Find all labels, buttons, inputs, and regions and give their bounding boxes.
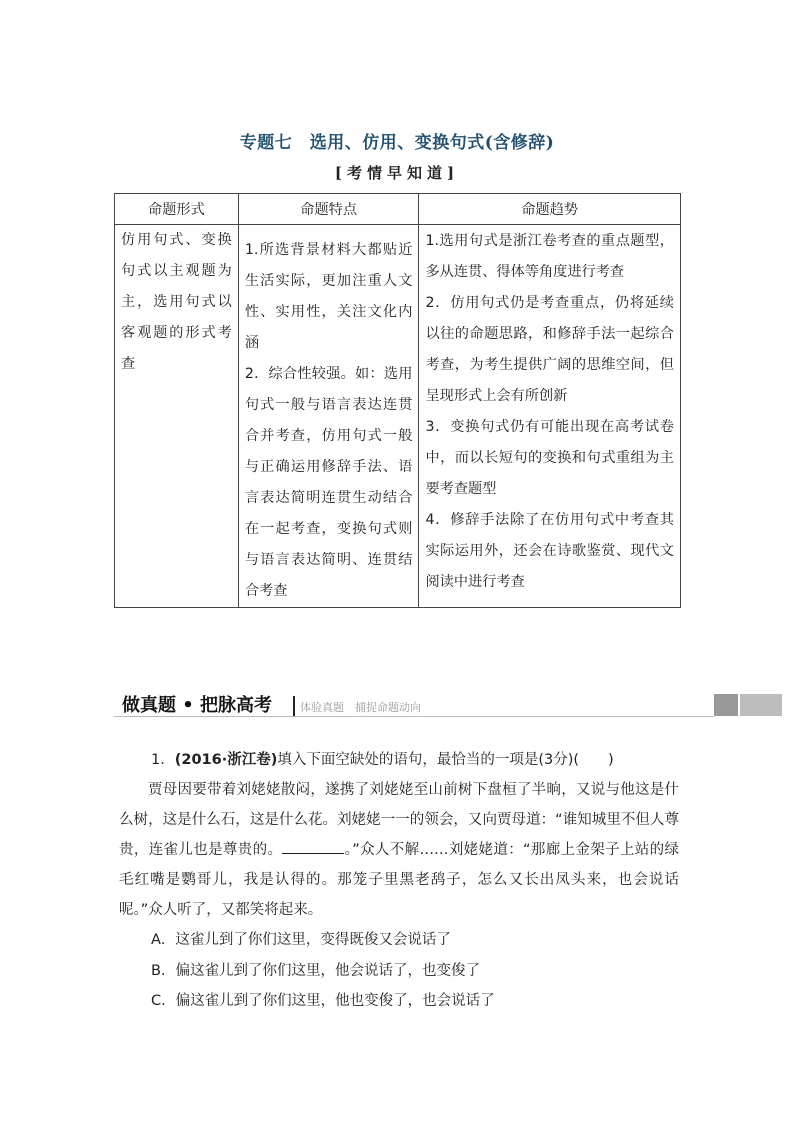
question-prompt bbox=[119, 745, 679, 775]
option-a: A．这雀儿到了你们这里，变得既俊又会说话了 bbox=[151, 932, 451, 948]
trends-cell bbox=[419, 225, 681, 608]
exam-info-table bbox=[114, 193, 681, 608]
section-tagline: 体验真题 捕捉命题动向 bbox=[300, 701, 421, 714]
trend-item: 3．变换句式仍有可能出现在高考试卷中，而以长短句的变换和句式重组为主要考查题型 bbox=[425, 419, 674, 497]
header-trends: 命题趋势 bbox=[419, 194, 681, 225]
question-text: 填入下面空缺处的语句，最恰当的一项是(3分)( ) bbox=[277, 752, 614, 768]
trend-item: 4．修辞手法除了在仿用句式中考查其实际运用外，还会在诗歌鉴赏、现代文阅读中进行考查 bbox=[425, 512, 674, 590]
features-cell bbox=[238, 225, 419, 608]
banner-divider bbox=[293, 696, 295, 716]
passage-before: 贾母因要带着刘姥姥散闷，遂携了刘姥姥至山前树下盘桓了半晌，又说与他这是什么树，这是什么石，这是什么花。刘姥姥一一的领会，又向贾母道：“谁知城里不但人尊贵，连雀儿也是尊贵的。 bbox=[119, 782, 679, 858]
form-text: 仿用句式、变换句式以主观题为主，选用句式以客观题的形式考查 bbox=[121, 232, 232, 372]
answer-blank bbox=[282, 839, 344, 854]
passage-after: 。”众人不解……刘姥姥道：“那廊上金架子上站的绿毛红嘴是鹦哥儿，我是认得的。那笼子里黑老鸹子，怎么又长出凤头来，也会说话呢。”众人听了，又都笑将起来。 bbox=[119, 842, 679, 918]
question-passage bbox=[119, 775, 679, 925]
header-features: 命题特点 bbox=[238, 194, 419, 225]
header-form: 命题形式 bbox=[115, 194, 239, 225]
feature-item: 1.所选背景材料大都贴近生活实际，更加注重人文性、实用性，关注文化内涵 bbox=[244, 242, 413, 351]
question-number: 1． bbox=[151, 752, 175, 768]
banner-rule bbox=[114, 716, 714, 717]
section-title: 做真题 • 把脉高考 bbox=[122, 695, 273, 716]
banner-block-light bbox=[740, 694, 782, 716]
section-subtitle: [考情早知道] bbox=[334, 164, 460, 182]
table-header-row bbox=[115, 194, 681, 225]
option-c: C．偏这雀儿到了你们这里，他也变俊了，也会说话了 bbox=[151, 993, 495, 1009]
feature-item: 2．综合性较强。如：选用句式一般与语言表达连贯合并考查，仿用句式一般与正确运用修辞手法、语言表达简明连贯生动结合在一起考查，变换句式则与语言表达简明、连贯结合考查 bbox=[244, 366, 413, 599]
table-row bbox=[115, 225, 681, 608]
option-b: B．偏这雀儿到了你们这里，他会说话了，也变俊了 bbox=[151, 962, 480, 979]
page-title: 专题七 选用、仿用、变换句式(含修辞) bbox=[239, 133, 555, 153]
form-cell bbox=[115, 225, 239, 608]
section-banner bbox=[114, 688, 782, 720]
banner-block-dark bbox=[714, 694, 738, 716]
question-source: (2016·浙江卷) bbox=[174, 752, 278, 768]
trend-item: 2．仿用句式仍是考查重点，仍将延续以往的命题思路，和修辞手法一起综合考查，为考生提供广阔的思维空间，但呈现形式上会有所创新 bbox=[425, 295, 674, 404]
trend-item: 1.选用句式是浙江卷考查的重点题型，多从连贯、得体等角度进行考查 bbox=[425, 233, 674, 280]
question-1 bbox=[119, 745, 679, 1017]
